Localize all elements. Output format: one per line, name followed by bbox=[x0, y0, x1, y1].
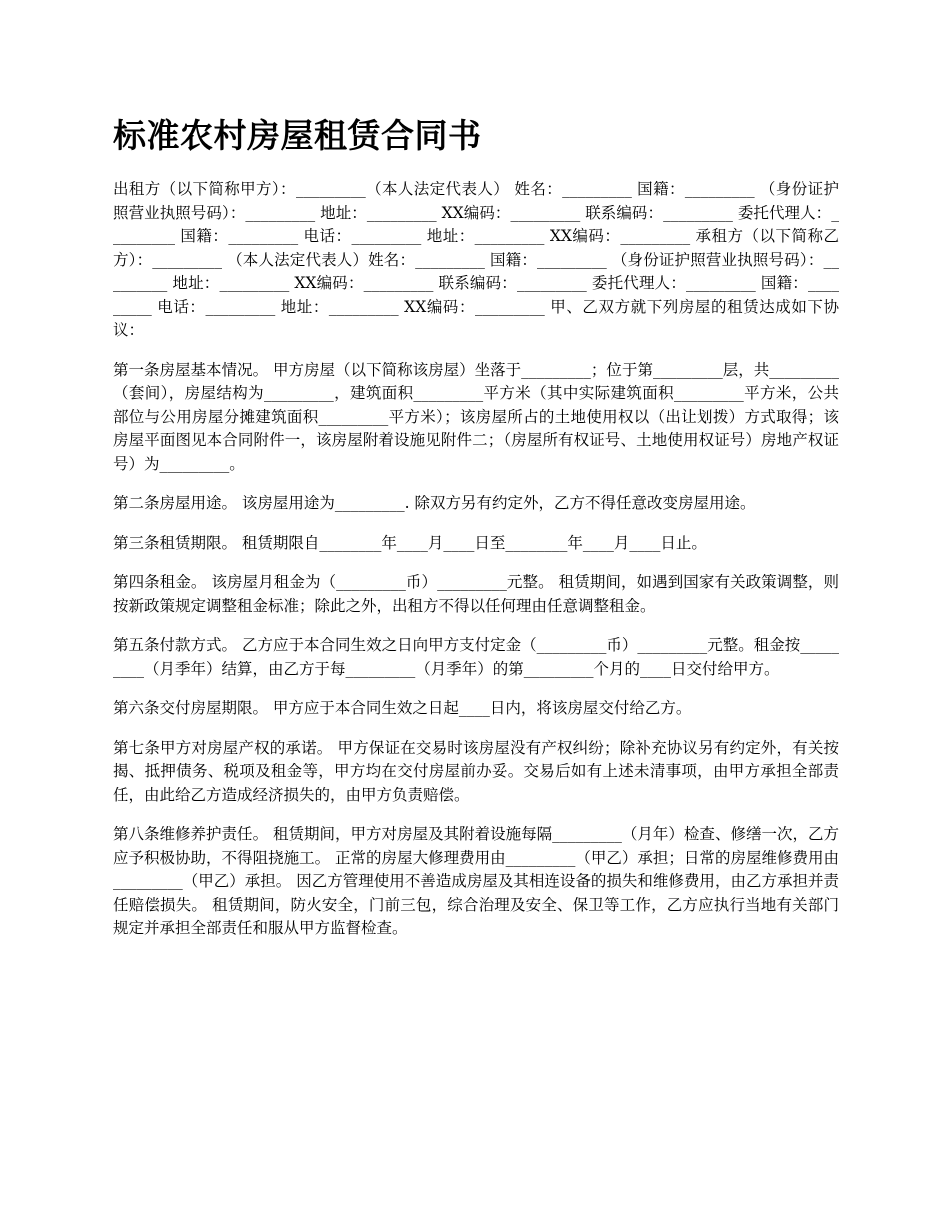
document-title: 标准农村房屋租赁合同书 bbox=[113, 116, 482, 155]
document-page bbox=[113, 112, 839, 957]
parties-paragraph: 出租方（以下简称甲方）：_________（本人法定代表人） 姓名：_________ 国籍：_________ （身份证护照营业执照号码）：_________ 地址：_________ XX编码：_________ 联系编码：_________ 委托代理人：_________ 国籍：_________ 电话：_________ 地址：_________ XX编码：_________ 承租方（以下简称乙方）：_________ （本人法定代表人）姓名：_________ 国籍：_________ （身份证护照营业执照号码）：_________ 地址：_________ XX编码：_________ 联系编码：_________ 委托代理人：_________ 国籍：_________ 电话：_________ 地址：_________ XX编码：_________ 甲、乙双方就下列房屋的租赁达成如下协议： bbox=[113, 180, 839, 339]
article-8-paragraph: 第八条维修养护责任。 租赁期间，甲方对房屋及其附着设施每隔_________（月年）检查、修缮一次，乙方应予积极协助，不得阻挠施工。 正常的房屋大修理费用由_________（甲乙）承担；日常的房屋维修费用由_________（甲乙）承担。 因乙方管理使用不善造成房屋及其相连设备的损失和维修费用，由乙方承担并责任赔偿损失。 租赁期间，防火安全，门前三包，综合治理及安全、保卫等工作，乙方应执行当地有关部门规定并承担全部责任和服从甲方监督检查。 bbox=[113, 825, 839, 937]
article-2-paragraph: 第二条房屋用途。 该房屋用途为_________. 除双方另有约定外，乙方不得任意改变房屋用途。 bbox=[113, 494, 756, 512]
article-1-paragraph: 第一条房屋基本情况。 甲方房屋（以下简称该房屋）坐落于_________；位于第_________层，共_________（套间），房屋结构为_________，建筑面积_________平方米（其中实际建筑面积_________平方米，公共部位与公用房屋分摊建筑面积_________平方米）；该房屋所占的土地使用权以（出让划拨）方式取得；该房屋平面图见本合同附件一，该房屋附着设施见附件二；（房屋所有权证号、土地使用权证号）房地产权证号）为_________。 bbox=[113, 360, 839, 473]
article-5-paragraph: 第五条付款方式。 乙方应于本合同生效之日向甲方支付定金（_________币）_________元整。租金按_________（月季年）结算，由乙方于每_________（月季年）的第_________个月的____日交付给甲方。 bbox=[113, 636, 839, 678]
article-4-paragraph: 第四条租金。 该房屋月租金为（_________币）_________元整。 租赁期间，如遇到国家有关政策调整，则按新政策规定调整租金标准；除此之外，出租方不得以任何理由任意调整租金。 bbox=[113, 573, 839, 615]
article-3-paragraph: 第三条租赁期限。 租赁期限自________年____月____日至________年____月____日止。 bbox=[113, 533, 707, 552]
article-6-paragraph: 第六条交付房屋期限。 甲方应于本合同生效之日起____日内，将该房屋交付给乙方。 bbox=[113, 699, 692, 717]
article-7-paragraph: 第七条甲方对房屋产权的承诺。 甲方保证在交易时该房屋没有产权纠纷；除补充协议另有约定外，有关按揭、抵押债务、税项及租金等，甲方均在交付房屋前办妥。交易后如有上述未清事项，由甲方承担全部责任，由此给乙方造成经济损失的，由甲方负责赔偿。 bbox=[113, 738, 839, 804]
